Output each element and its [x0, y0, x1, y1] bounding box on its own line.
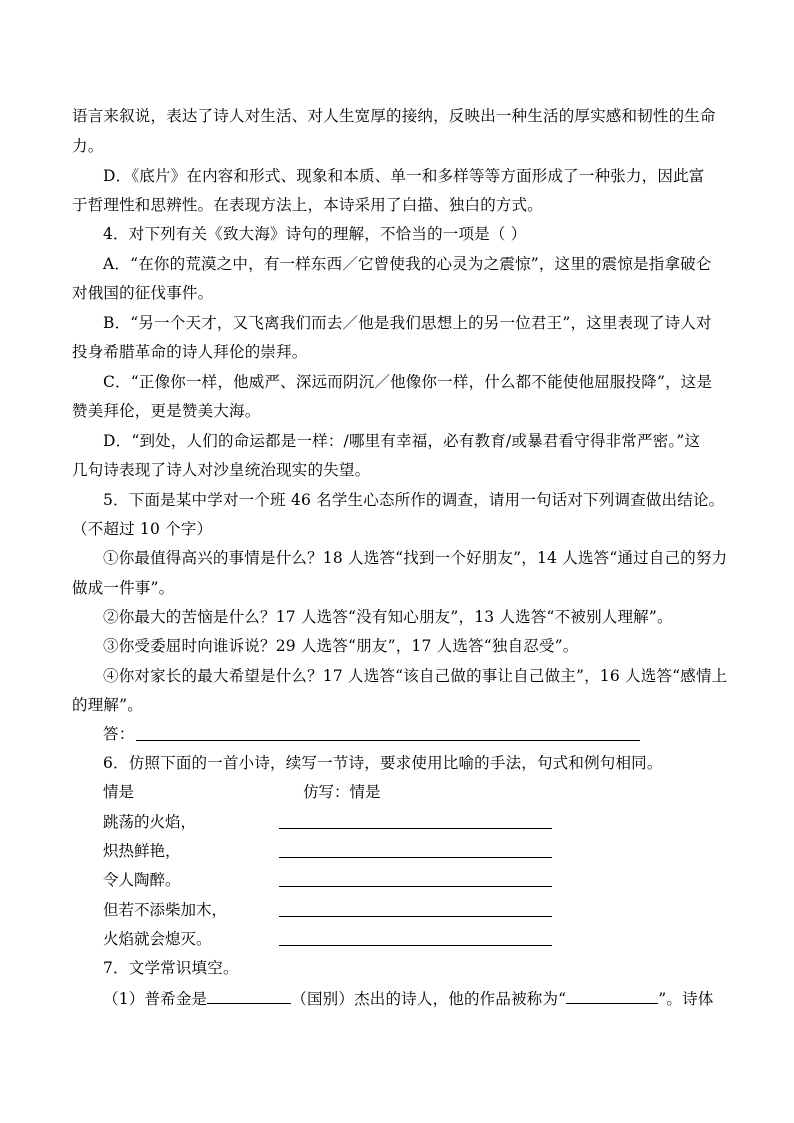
q6-poem-line-3: 炽热鲜艳， — [103, 842, 181, 860]
q4-option-d-line2: 几句诗表现了诗人对沙皇统治现实的失望。 — [72, 461, 371, 479]
q5-item3: ③你受委屈时向谁诉说？29 人选答“朋友”，17 人选答“独自忍受”。 — [103, 637, 579, 655]
q6-poem-line-1: 情是 — [103, 783, 135, 801]
q6-imitate-blank-5[interactable] — [279, 945, 552, 946]
q4-option-b-line1: B．“另一个天才，又飞离我们而去／他是我们思想上的另一位君王”，这里表现了诗人对 — [103, 314, 712, 332]
option-d-prev-line1: D．《底片》在内容和形式、现象和本质、单一和多样等等方面形成了一种张力，因此富 — [103, 167, 705, 185]
q7-stem: 7．文学常识填空。 — [103, 959, 239, 977]
q4-option-d-line1: D．“到处，人们的命运都是一样：/哪里有幸福，必有教育/或暴君看守得非常严密。”这 — [103, 432, 701, 450]
q6-stem: 6．仿照下面的一首小诗，续写一节诗，要求使用比喻的手法，句式和例句相同。 — [103, 754, 663, 772]
q6-poem-line-2: 跳荡的火焰， — [103, 813, 197, 831]
q7-item1 — [103, 987, 714, 1009]
q5-item1-line1: ①你最值得高兴的事情是什么？18 人选答“找到一个好朋友”，14 人选答“通过自己的努力 — [103, 549, 728, 567]
q6-poem-line-6: 火焰就会熄灭。 — [103, 930, 212, 948]
q4-option-c-line1: C．“正像你一样，他威严、深远而阴沉／他像你一样，什么都不能使他屈服投降”，这是 — [103, 373, 713, 391]
q4-option-c-line2: 赞美拜伦，更是赞美大海。 — [72, 402, 261, 420]
q5-item1-line2: 做成一件事”。 — [72, 579, 175, 597]
q5-item4-line2: 的理解”。 — [72, 696, 143, 714]
q5-stem-line2: （不超过 10 个字） — [72, 520, 213, 538]
q4-stem: 4．对下列有关《致大海》诗句的理解，不恰当的一项是（ ） — [103, 225, 527, 243]
q5-answer-label: 答： — [103, 725, 135, 743]
q6-poem-line-5: 但若不添柴加木， — [103, 901, 228, 919]
q5-item4-line1: ④你对家长的最大希望是什么？17 人选答“该自己做的事让自己做主”，16 人选答“感情上 — [103, 667, 728, 685]
q7-item1-text-2: （国别）杰出的诗人，他的作品被称为“ — [291, 990, 567, 1008]
q4-option-a-line1: A．“在你的荒漠之中，有一样东西／它曾使我的心灵为之震惊”，这里的震惊是指拿破仑 — [103, 255, 712, 273]
q7-item1-text-3: ”。诗体 — [658, 990, 714, 1008]
q5-answer-blank[interactable] — [136, 740, 640, 741]
q4-option-b-line2: 投身希腊革命的诗人拜伦的崇拜。 — [72, 343, 308, 361]
q6-imitate-blank-1[interactable] — [279, 828, 552, 829]
q4-option-a-line2: 对俄国的征伐事件。 — [72, 284, 214, 302]
q6-imitate-label: 仿写：情是 — [303, 783, 381, 801]
q6-imitate-blank-2[interactable] — [279, 857, 552, 858]
option-d-prev-line2: 于哲理性和思辨性。在表现方法上，本诗采用了白描、独白的方式。 — [72, 196, 544, 214]
para-c-tail-line2: 力。 — [72, 137, 104, 155]
q5-stem-line1: 5．下面是某中学对一个班 46 名学生心态所作的调查，请用一句话对下列调查做出结论。 — [103, 491, 725, 509]
q5-item2: ②你最大的苦恼是什么？17 人选答“没有知心朋友”，13 人选答“不被别人理解”。 — [103, 608, 673, 626]
q6-imitate-blank-4[interactable] — [279, 916, 552, 917]
q6-poem-line-4: 令人陶醉。 — [103, 871, 181, 889]
para-c-tail-line1: 语言来叙说，表达了诗人对生活、对人生宽厚的接纳，反映出一种生活的厚实感和韧性的生命 — [72, 107, 716, 125]
q7-item1-text-1: （1）普希金是 — [103, 990, 208, 1008]
q7-country-blank[interactable] — [207, 987, 291, 1004]
q6-imitate-blank-3[interactable] — [279, 886, 552, 887]
q7-title-blank[interactable] — [566, 987, 658, 1004]
